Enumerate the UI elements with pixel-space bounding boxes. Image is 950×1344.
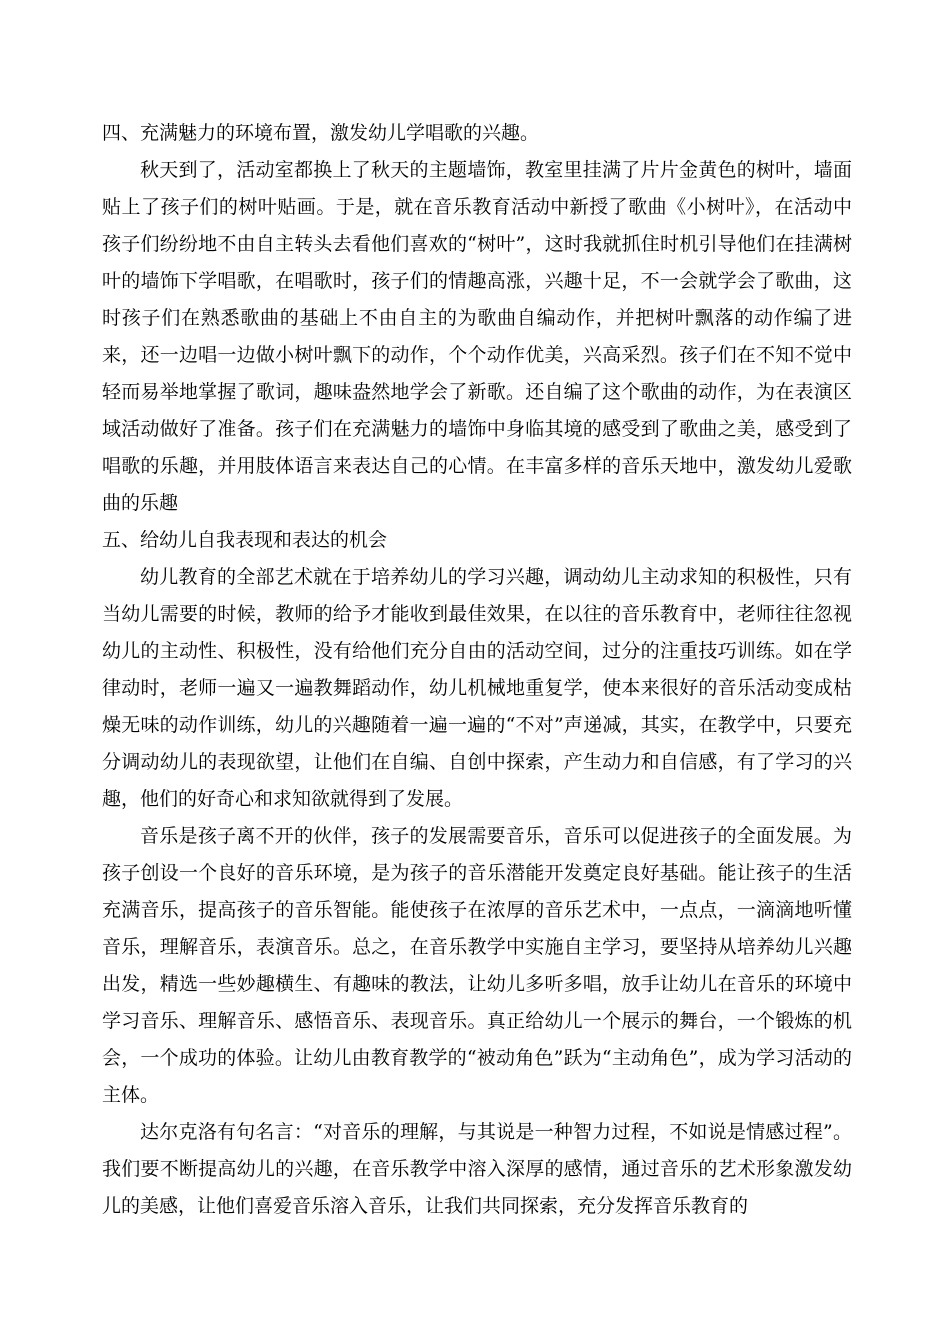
section-4-paragraph: 秋天到了，活动室都换上了秋天的主题墙饰，教室里挂满了片片金黄色的树叶，墙面贴上了孩子们的树叶贴画。于是，就在音乐教育活动中新授了歌曲《小树叶》，在活动中孩子们纷纷地不由自主转头去看他们喜欢的“树叶”，这时我就抓住时机引导他们在挂满树叶的墙饰下学唱歌，在唱歌时，孩子们的情趣高涨，兴趣十足，不一会就学会了歌曲，这时孩子们在熟悉歌曲的基础上不由自主的为歌曲自编动作，并把树叶飘落的动作编了进来，还一边唱一边做小树叶飘下的动作，个个动作优美，兴高采烈。孩子们在不知不觉中轻而易举地掌握了歌词，趣味盎然地学会了新歌。还自编了这个歌曲的动作，为在表演区域活动做好了准备。孩子们在充满魅力的墙饰中身临其境的感受到了歌曲之美，感受到了唱歌的乐趣，并用肢体语言来表达自己的心情。在丰富多样的音乐天地中，激发幼儿爱歌曲的乐趣 bbox=[102, 159, 852, 514]
section-5-paragraph-3: 达尔克洛有句名言：“对音乐的理解，与其说是一种智力过程，不如说是情感过程”。我们要不断提高幼儿的兴趣，在音乐教学中溶入深厚的感情，通过音乐的艺术形象激发幼儿的美感，让他们喜爱音乐溶入音乐，让我们共同探索，充分发挥音乐教育的 bbox=[102, 1121, 852, 1217]
section-4-heading: 四、充满魅力的环境布置，激发幼儿学唱歌的兴趣。 bbox=[102, 122, 540, 144]
section-5-paragraph-2: 音乐是孩子离不开的伙伴，孩子的发展需要音乐，音乐可以促进孩子的全面发展。为孩子创设一个良好的音乐环境，是为孩子的音乐潜能开发奠定良好基础。能让孩子的生活充满音乐，提高孩子的音乐智能。能使孩子在浓厚的音乐艺术中，一点点，一滴滴地听懂音乐，理解音乐，表演音乐。总之，在音乐教学中实施自主学习，要坚持从培养幼儿兴趣出发，精选一些妙趣横生、有趣味的教法，让幼儿多听多唱，放手让幼儿在音乐的环境中学习音乐、理解音乐、感悟音乐、表现音乐。真正给幼儿一个展示的舞台，一个锻炼的机会，一个成功的体验。让幼儿由教育教学的“被动角色”跃为“主动角色”，成为学习活动的主体。 bbox=[102, 825, 852, 1106]
section-5-heading: 五、给幼儿自我表现和表达的机会 bbox=[102, 529, 388, 551]
section-5-paragraph-1: 幼儿教育的全部艺术就在于培养幼儿的学习兴趣，调动幼儿主动求知的积极性，只有当幼儿需要的时候，教师的给予才能收到最佳效果，在以往的音乐教育中，老师往往忽视幼儿的主动性、积极性，没有给他们充分自由的活动空间，过分的注重技巧训练。如在学律动时，老师一遍又一遍教舞蹈动作，幼儿机械地重复学，使本来很好的音乐活动变成枯燥无味的动作训练，幼儿的兴趣随着一遍一遍的“不对”声递减，其实，在教学中，只要充分调动幼儿的表现欲望，让他们在自编、自创中探索，产生动力和自信感，有了学习的兴趣，他们的好奇心和求知欲就得到了发展。 bbox=[102, 566, 852, 810]
document-page bbox=[102, 115, 852, 1225]
